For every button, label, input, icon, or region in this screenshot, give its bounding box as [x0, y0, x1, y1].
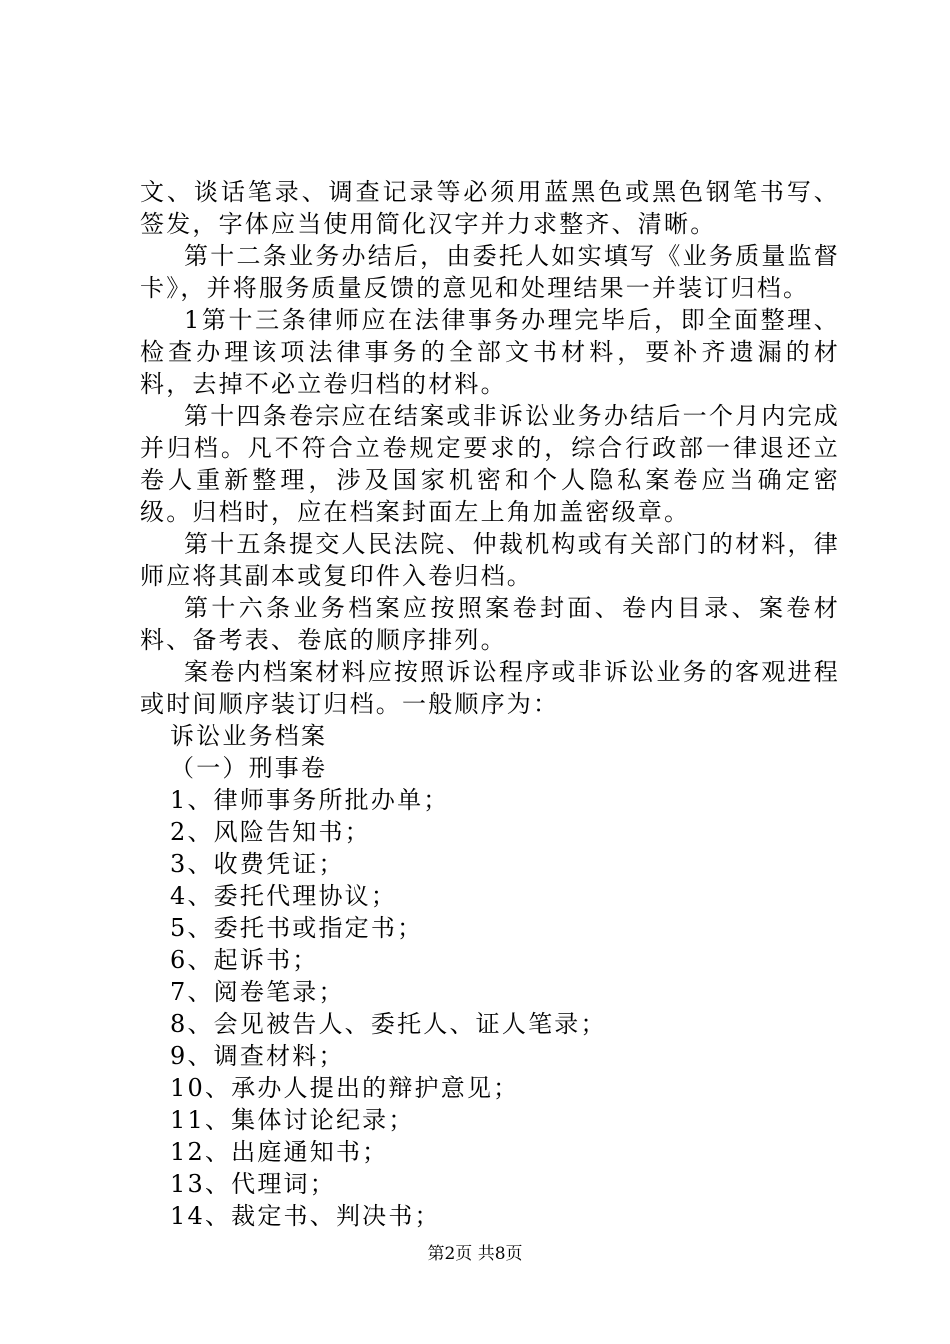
document-body [140, 176, 840, 1232]
paragraph-article-15: 第十五条提交人民法院、仲裁机构或有关部门的材料，律师应将其副本或复印件入卷归档。 [140, 530, 840, 590]
list-item: 14、裁定书、判决书； [170, 1202, 441, 1230]
subsection-title: （一）刑事卷 [170, 754, 328, 782]
paragraph-order-intro: 案卷内档案材料应按照诉讼程序或非诉讼业务的客观进程或时间顺序装订归档。一般顺序为： [140, 658, 840, 718]
paragraph-article-13: 1第十三条律师应在法律事务办理完毕后，即全面整理、检查办理该项法律事务的全部文书材料，要补齐遗漏的材料，去掉不必立卷归档的材料。 [140, 306, 840, 398]
paragraph-article-14: 第十四条卷宗应在结案或非诉讼业务办结后一个月内完成并归档。凡不符合立卷规定要求的，综合行政部一律退还立卷人重新整理，涉及国家机密和个人隐私案卷应当确定密级。归档时，应在档案封面左上角加盖密级章。 [140, 402, 840, 526]
list-item: 1、律师事务所批办单； [170, 786, 450, 814]
section-title: 诉讼业务档案 [170, 722, 328, 750]
list-item: 6、起诉书； [170, 946, 319, 974]
list-item: 10、承办人提出的辩护意见； [170, 1074, 520, 1102]
list-item: 2、风险告知书； [170, 818, 371, 846]
paragraph-article-16: 第十六条业务档案应按照案卷封面、卷内目录、案卷材料、备考表、卷底的顺序排列。 [140, 594, 840, 654]
list-item: 11、集体讨论纪录； [170, 1106, 415, 1134]
paragraph-continuation: 文、谈话笔录、调查记录等必须用蓝黑色或黑色钢笔书写、签发，字体应当使用简化汉字并力求整齐、清晰。 [140, 178, 840, 238]
list-item: 5、委托书或指定书； [170, 914, 424, 942]
list-item: 7、阅卷笔录； [170, 978, 345, 1006]
list-item: 12、出庭通知书； [170, 1138, 389, 1166]
list-item: 3、收费凭证； [170, 850, 345, 878]
page-number-footer: 第2页 共8页 [427, 1244, 523, 1264]
list-item: 4、委托代理协议； [170, 882, 398, 910]
list-item: 8、会见被告人、委托人、证人笔录； [170, 1010, 607, 1038]
list-item: 9、调查材料； [170, 1042, 345, 1070]
list-item: 13、代理词； [170, 1170, 336, 1198]
paragraph-article-12: 第十二条业务办结后，由委托人如实填写《业务质量监督卡》，并将服务质量反馈的意见和处理结果一并装订归档。 [140, 242, 840, 302]
